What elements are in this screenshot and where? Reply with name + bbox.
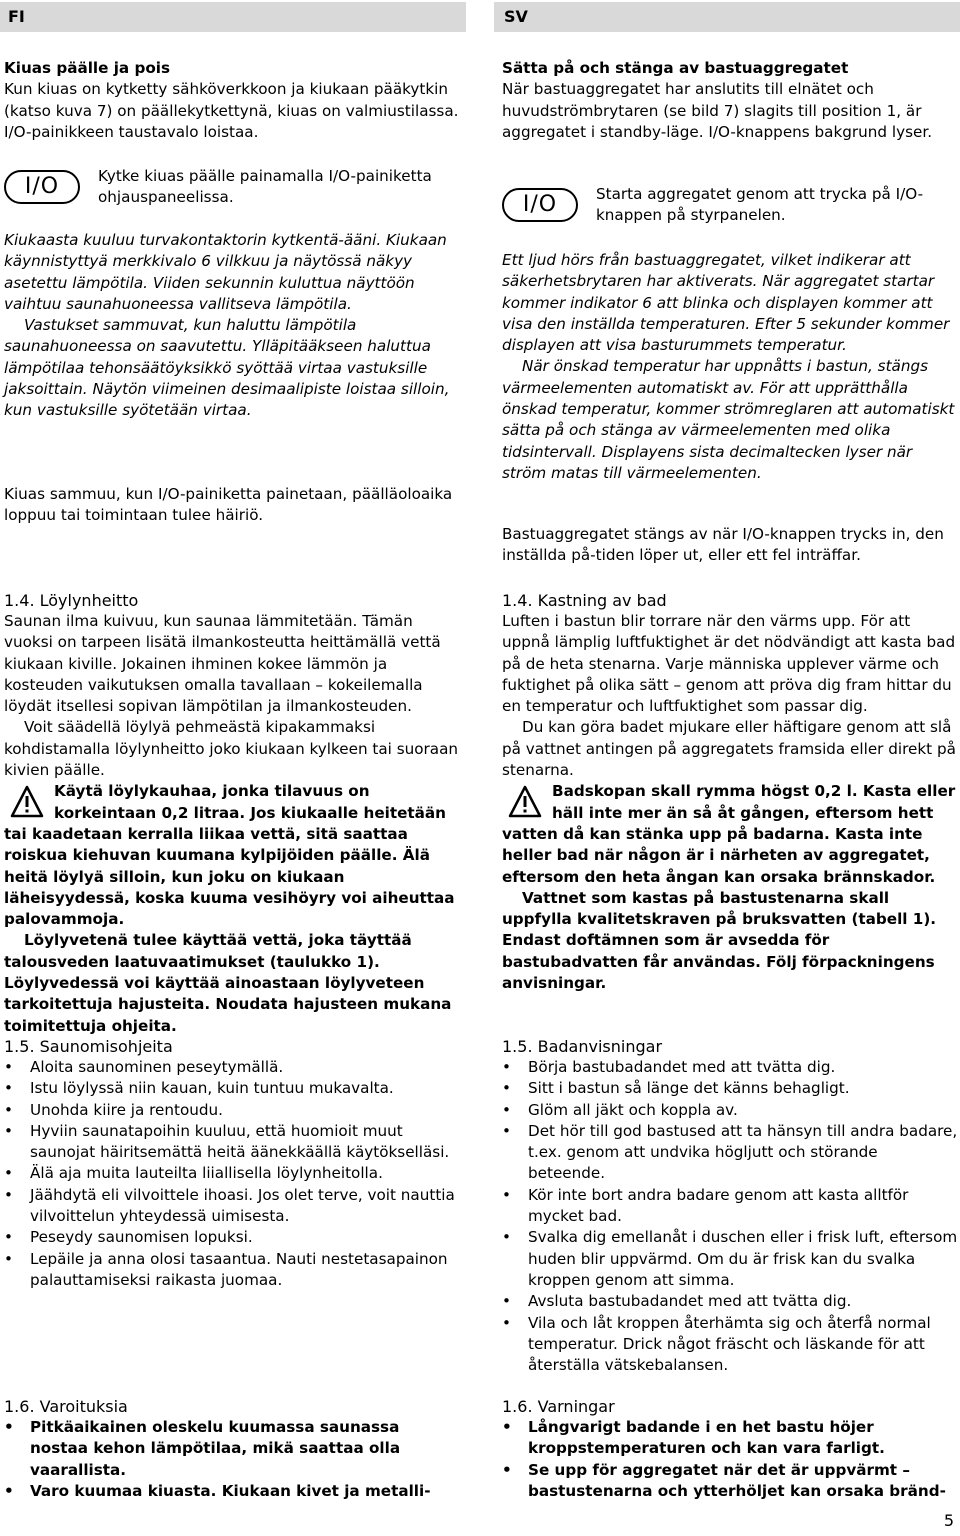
section-power-sv	[502, 58, 958, 143]
page-number: 5	[943, 1511, 954, 1530]
io-instruction-text: Kytke kiuas päälle painamalla I/O-painiketta ohjauspaneelissa.	[98, 167, 432, 207]
paragraph: Bastuaggregatet stängs av när I/O-knappen trycks in, den inställda på-tiden löper ut, eller ett fel inträffar.	[502, 525, 944, 565]
io-instruction-text: Starta aggregatet genom att trycka på I/O-knappen på styrpanelen.	[596, 185, 924, 225]
section-heading: 1.5. Badanvisningar	[502, 1037, 663, 1056]
list-item: • Glöm all jäkt och koppla av.	[502, 1100, 958, 1121]
section-sauna-tips-fi	[4, 1036, 460, 1291]
section-heading: 1.6. Varoituksia	[4, 1397, 128, 1416]
warning-icon	[508, 785, 542, 819]
list-item: • Peseydy saunomisen lopuksi.	[4, 1227, 460, 1248]
paragraph: Luften i bastun blir torrare när den värms upp. För att uppnå lämplig luftfuktighet är det nödvändigt att kasta bad på de heta stenarna. Varje människa upplever värme och fuktighet på olika sätt – genom att pröva dig fram hittar du en temperatur och luftfuktighet som passar dig.	[502, 612, 956, 716]
section-bad-sv	[502, 590, 958, 994]
io-button-icon: I/O	[502, 188, 578, 222]
list-item: • Lepäile ja anna olosi tasaantua. Nauti nestetasapainon palauttamiseksi raikasta juomaa.	[4, 1249, 460, 1292]
list-item: • Jäähdytä eli vilvoittele ihoasi. Jos olet terve, voit nauttia vilvoittelun yhteydessä uimisesta.	[4, 1185, 460, 1228]
paragraph: Ett ljud hörs från bastuaggregatet, vilket indikerar att säkerhetsbrytaren har aktiverats. När aggregatet startar kommer indikator 6 att blinka och displayen kommer att visa den inställda temperaturen. Efter 5 sekunder kommer displayen att visa basturummets temperatur.	[502, 251, 950, 355]
section-power-fi	[4, 58, 460, 143]
list-item: • Varo kuumaa kiuasta. Kiukaan kivet ja metalli-	[4, 1481, 460, 1502]
list-item: • Svalka dig emellanåt i duschen eller i frisk luft, eftersom huden blir uppvärmd. Om du är frisk kan du svalka kroppen genom att simma.	[502, 1227, 958, 1291]
paragraph: Voit säädellä löylyä pehmeästä kipakammaksi kohdistamalla löylynheitto joko kiukaan kylkeen tai suoraan kivien päälle.	[4, 718, 459, 780]
list-item: • Pitkäaikainen oleskelu kuumassa saunassa nostaa kehon lämpötilaa, mikä saattaa olla vaarallista.	[4, 1417, 460, 1481]
warning-paragraph: Käytä löylykauhaa, jonka tilavuus on korkeintaan 0,2 litraa. Jos kiukaalle heitetään tai kaadetaan kerralla liikaa vettä, sitä saattaa roiskua kiehuvan kuumana kylpijöiden päälle. Älä heitä löylyä silloin, kun joku on kiukaan läheisyydessä, koska kuuma vesihöyry voi aiheuttaa palovammoja.	[4, 782, 455, 929]
warning-icon	[10, 785, 44, 819]
list-item: • Långvarigt badande i en het bastu höjer kroppstemperaturen och kan vara farligt.	[502, 1417, 958, 1460]
section-heading: 1.5. Saunomisohjeita	[4, 1037, 173, 1056]
paragraph: Löylyvetenä tulee käyttää vettä, joka täyttää talousveden laatuvaatimukset (taulukko 1). Löylyvedessä voi käyttää ainoastaan löylyveteen tarkoitettuja hajusteita. Noudata hajusteen mukana toimitettuja ohjeita.	[4, 931, 452, 1035]
language-header-sv: SV	[494, 2, 960, 32]
list-item: • Hyviin saunatapoihin kuuluu, että huomioit muut saunojat häiritsemättä heitä äänekkäällä käytökselläsi.	[4, 1121, 460, 1164]
section-heading: 1.4. Löylynheitto	[4, 591, 139, 610]
list-item: • Aloita saunominen peseytymällä.	[4, 1057, 460, 1078]
warnings-list	[4, 1417, 460, 1502]
paragraph: Kiuas sammuu, kun I/O-painiketta painetaan, päälläoloaika loppuu tai toimintaan tulee häiriö.	[4, 485, 453, 525]
paragraph: Vattnet som kastas på bastustenarna skall uppfylla kvalitetskraven på bruksvatten (tabell 1). Endast doftämnen som är avsedda för bastubadvatten får användas. Följ förpackningens anvisningar.	[502, 888, 937, 993]
list-item: • Unohda kiire ja rentoudu.	[4, 1100, 460, 1121]
io-instruction-sv	[502, 184, 958, 227]
section-loyly-fi	[4, 590, 460, 1037]
section-power-details-sv	[502, 250, 958, 484]
section-bath-tips-sv	[502, 1036, 958, 1376]
paragraph: Du kan göra badet mjukare eller häftigare genom att slå på vattnet antingen på aggregatets framsida eller direkt på stenarna.	[502, 718, 956, 780]
tips-list	[502, 1057, 958, 1376]
paragraph: Kiukaasta kuuluu turvakontaktorin kytkentä-ääni. Kiukaan käynnistyttyä merkkivalo 6 vilkkuu ja näytössä näkyy asetettu lämpötila. Viiden sekunnin kuluttua näyttöön vaihtuu saunahuoneessa vallitseva lämpötila.	[4, 231, 447, 313]
paragraph: Saunan ilma kuivuu, kun saunaa lämmitetään. Tämän vuoksi on tarpeen lisätä ilmankosteutta heittämällä vettä kiukaan kiville. Jokainen ihminen kokee lämmön ja kosteuden vaikutuksen omalla tavallaan – kokeilemalla löydät itsellesi sopivan lämpötilan ja ilmankosteuden.	[4, 612, 441, 716]
paragraph: När bastuaggregatet har anslutits till elnätet och huvudströmbrytaren (se bild 7) slagits till position 1, är aggregatet i standby-läge. I/O-knappens bakgrund lyser.	[502, 80, 933, 141]
list-item: • Kör inte bort andra badare genom att kasta alltför mycket bad.	[502, 1185, 958, 1228]
section-warnings-fi	[4, 1396, 460, 1502]
list-item: • Vila och låt kroppen återhämta sig och återfå normal temperatur. Drick något fräscht och läskande för att återställa vätskebalansen.	[502, 1313, 958, 1377]
section-warnings-sv	[502, 1396, 958, 1502]
paragraph: När önskad temperatur har uppnåtts i bastun, stängs värmeelementen automatiskt av. För att upprätthålla önskad temperatur, kommer strömreglaren att automatiskt sätta på och stänga av värmeelementen med olika tidsintervall. Displayens sista decimaltecken lyser när ström matas till värmeelementen.	[502, 357, 955, 482]
language-header-fi: FI	[0, 2, 466, 32]
paragraph: Kun kiuas on kytketty sähköverkkoon ja kiukaan pääkytkin (katso kuva 7) on päällekytkettynä, kiuas on valmiustilassa. I/O-painikkeen taustavalo loistaa.	[4, 80, 459, 141]
io-instruction-fi	[4, 166, 460, 209]
warning-paragraph: Badskopan skall rymma högst 0,2 l. Kasta eller häll inte mer än så åt gången, eftersom hett vatten då kan stänka upp på badarna. Kasta inte heller bad när någon är i närheten av aggregatet, eftersom den heta ångan kan orsaka brännskador.	[502, 782, 956, 886]
list-item: • Sitt i bastun så länge det känns behagligt.	[502, 1078, 958, 1099]
list-item: • Avsluta bastubadandet med att tvätta dig.	[502, 1291, 958, 1312]
list-item: • Istu löylyssä niin kauan, kuin tuntuu mukavalta.	[4, 1078, 460, 1099]
list-item: • Det hör till god bastused att ta hänsyn till andra badare, t.ex. genom att undvika högljutt och störande beteende.	[502, 1121, 958, 1185]
list-item: • Älä aja muita lauteilta liiallisella löylynheitolla.	[4, 1163, 460, 1184]
section-power-details-fi	[4, 230, 460, 422]
section-title: Sätta på och stänga av bastuaggregatet	[502, 59, 849, 77]
section-heading: 1.6. Varningar	[502, 1397, 615, 1416]
io-button-icon: I/O	[4, 170, 80, 204]
section-heading: 1.4. Kastning av bad	[502, 591, 667, 610]
warnings-list	[502, 1417, 958, 1502]
tips-list	[4, 1057, 460, 1291]
list-item: • Börja bastubadandet med att tvätta dig.	[502, 1057, 958, 1078]
paragraph: Vastukset sammuvat, kun haluttu lämpötila saunahuoneessa on saavutettu. Ylläpitääkseen haluttua lämpötilaa tehonsäätöyksikkö syöttää virtaa vastuksille jaksoittain. Näytön viimeinen desimaalipiste loistaa silloin, kun vastuksille syötetään virtaa.	[4, 316, 450, 420]
section-title: Kiuas päälle ja pois	[4, 59, 171, 77]
list-item: • Se upp för aggregatet när det är uppvärmt – bastustenarna och ytterhöljet kan orsaka bränd-	[502, 1460, 958, 1503]
